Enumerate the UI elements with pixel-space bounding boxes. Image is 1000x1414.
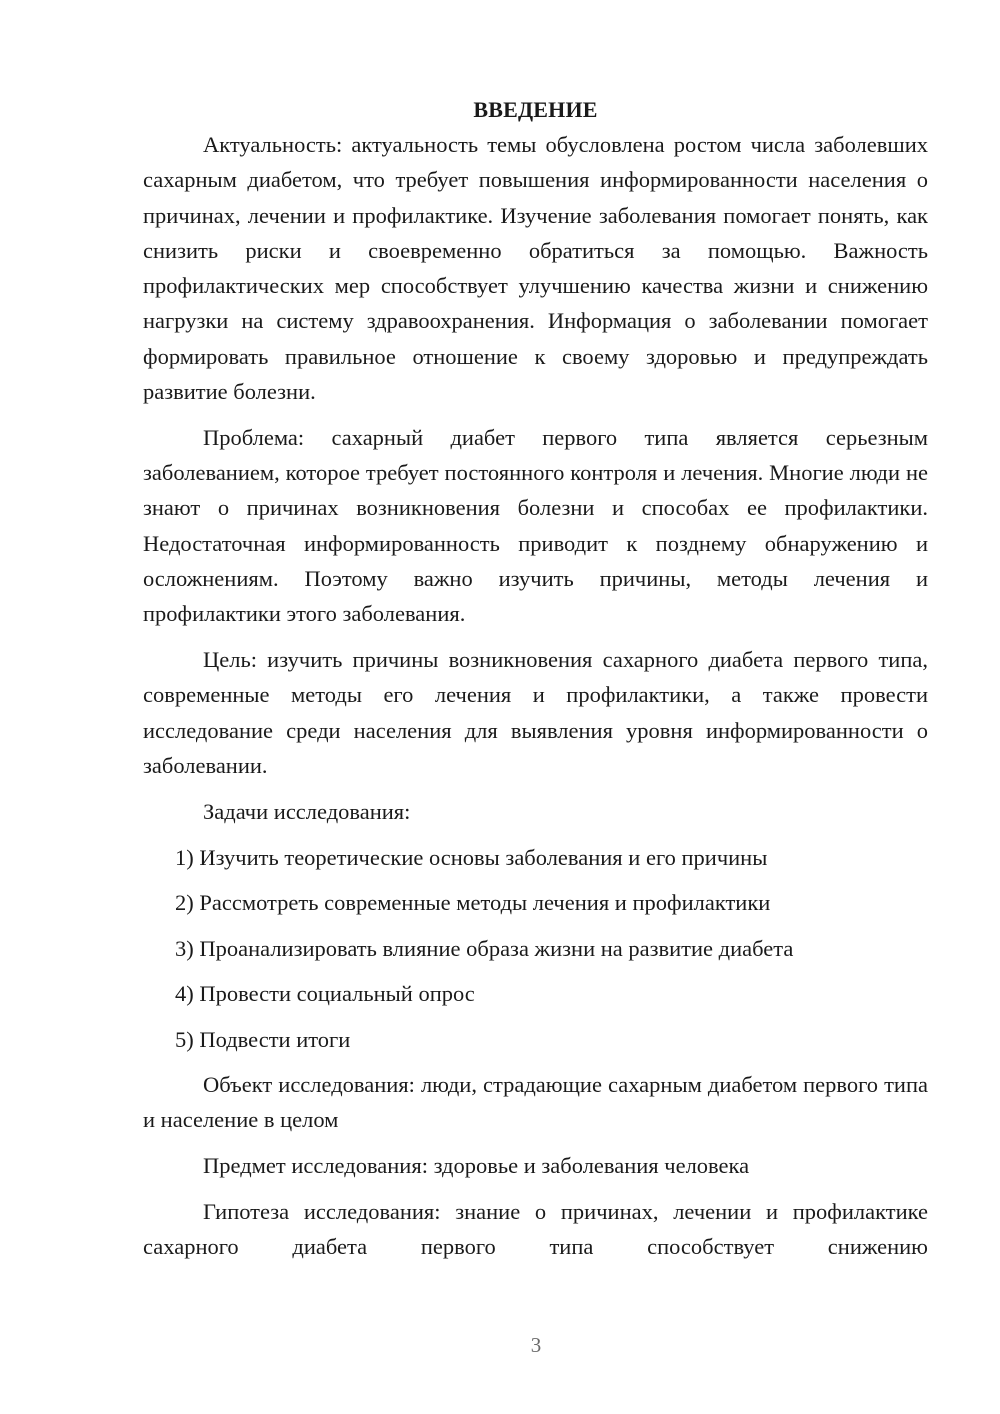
paragraph-relevance: Актуальность: актуальность темы обусловлена ростом числа заболевших сахарным диабетом, что требует повышения информированности населения о причинах, лечении и профилактике. Изучение заболевания помогает понять, как снизить риски и своевременно обратиться за помощью. Важность профилактических мер способствует улучшению качества жизни и снижению нагрузки на систему здравоохранения. Информация о заболевании помогает формировать правильное отношение к своему здоровью и предупреждать развитие болезни. xyxy=(143,132,928,405)
task-item: 3) Проанализировать влияние образа жизни на развитие диабета xyxy=(175,935,794,961)
page-content xyxy=(143,92,928,1265)
paragraph-subject: Предмет исследования: здоровье и заболевания человека xyxy=(203,1153,750,1179)
page-title: ВВЕДЕНИЕ xyxy=(473,97,598,122)
task-item: 4) Провести социальный опрос xyxy=(175,981,475,1007)
task-item: 5) Подвести итоги xyxy=(175,1026,351,1052)
task-item: 2) Рассмотреть современные методы лечения и профилактики xyxy=(175,890,771,916)
tasks-list xyxy=(143,840,928,1057)
page-number: 3 xyxy=(530,1333,542,1357)
paragraph-goal: Цель: изучить причины возникновения сахарного диабета первого типа, современные методы его лечения и профилактики, а также провести исследование среди населения для выявления уровня информированности о заболевании. xyxy=(143,647,928,779)
tasks-heading: Задачи исследования: xyxy=(203,798,411,824)
paragraph-problem: Проблема: сахарный диабет первого типа является серьезным заболеванием, которое требует постоянного контроля и лечения. Многие люди не знают о причинах возникновения болезни и способах ее профилактики. Недостаточная информированность приводит к позднему обнаружению и осложнениям. Поэтому важно изучить причины, методы лечения и профилактики этого заболевания. xyxy=(143,424,928,627)
task-item: 1) Изучить теоретические основы заболевания и его причины xyxy=(175,844,768,870)
paragraph-hypothesis: Гипотеза исследования: знание о причинах, лечении и профилактике сахарного диабета первого типа способствует снижению xyxy=(143,1199,928,1260)
paragraph-object: Объект исследования: люди, страдающие сахарным диабетом первого типа и население в целом xyxy=(143,1072,928,1133)
